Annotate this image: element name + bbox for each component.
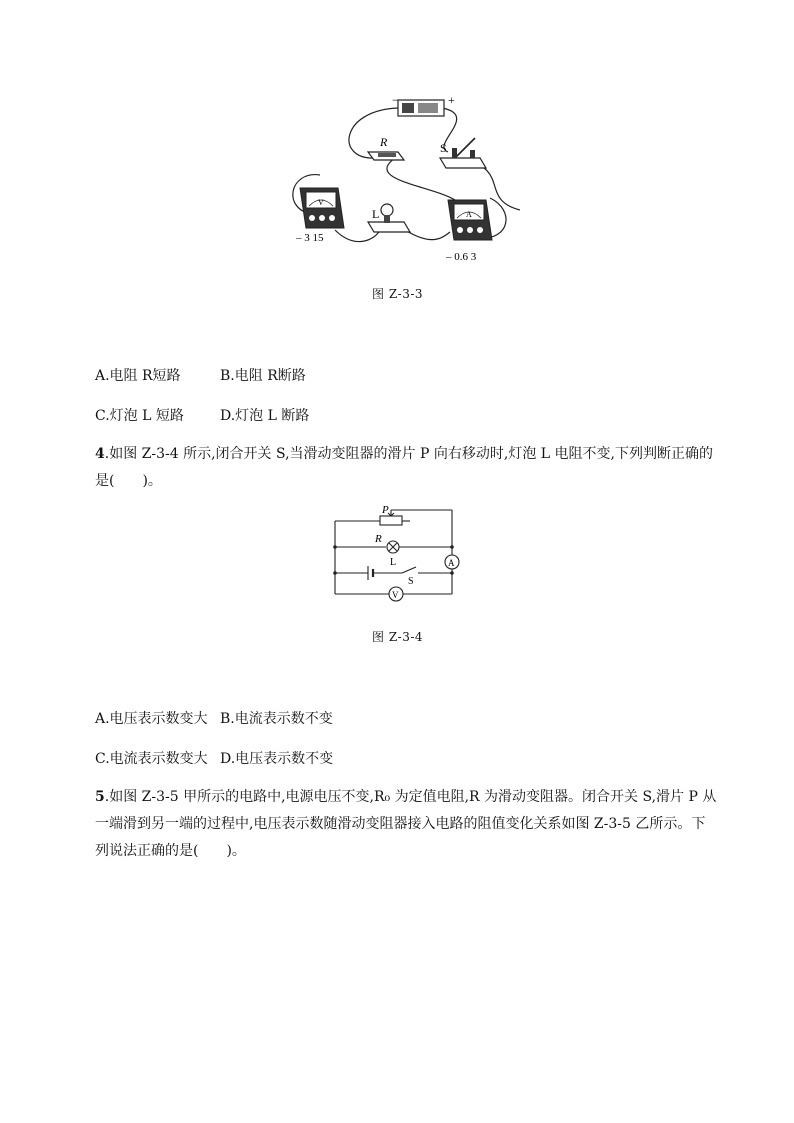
q3-option-d[interactable]: D.灯泡 L 断路 bbox=[220, 408, 310, 424]
question-4-text-line2: 是( )。 bbox=[95, 473, 162, 489]
q3-option-c[interactable]: C.灯泡 L 短路 bbox=[95, 408, 184, 424]
question-5 bbox=[95, 784, 720, 865]
lamp-l bbox=[368, 204, 410, 232]
resistor-label: R bbox=[380, 135, 388, 149]
voltmeter-terminals: – 3 15 bbox=[296, 232, 324, 244]
lamp-label: L bbox=[372, 207, 380, 221]
rheostat-label: R bbox=[375, 533, 382, 545]
voltmeter-label: V bbox=[392, 590, 399, 600]
battery-plus-label: + bbox=[448, 93, 455, 107]
q4-option-a[interactable]: A.电压表示数变大 bbox=[95, 711, 208, 727]
figure-z-3-4-circuit bbox=[330, 505, 465, 605]
battery-minus-label: − bbox=[392, 93, 399, 107]
question-4 bbox=[95, 441, 715, 495]
q3-option-a[interactable]: A.电阻 R短路 bbox=[95, 368, 181, 384]
lamp-label: L bbox=[390, 557, 397, 568]
voltmeter bbox=[295, 188, 344, 244]
switch-label: S bbox=[440, 141, 447, 155]
voltmeter-v-label: V bbox=[318, 198, 324, 207]
question-4-number: 4 bbox=[95, 446, 105, 462]
q4-option-d[interactable]: D.电压表示数不变 bbox=[220, 751, 334, 767]
rheostat-slider-label: P bbox=[382, 505, 389, 516]
figure-z-3-3-circuit bbox=[280, 90, 520, 270]
ammeter-terminals: – 0.6 3 bbox=[446, 251, 477, 263]
switch-s bbox=[440, 138, 486, 168]
ammeter-a-label: A bbox=[466, 210, 472, 219]
q4-option-b[interactable]: B.电流表示数不变 bbox=[220, 711, 333, 727]
question-5-text-line3: 列说法正确的是( )。 bbox=[95, 843, 246, 859]
question-5-number: 5 bbox=[95, 789, 105, 805]
ammeter-label: A bbox=[448, 558, 455, 568]
switch-label: S bbox=[408, 576, 414, 587]
q3-option-b[interactable]: B.电阻 R断路 bbox=[220, 368, 306, 384]
battery bbox=[392, 93, 455, 116]
question-4-text-line1: .如图 Z-3-4 所示,闭合开关 S,当滑动变阻器的滑片 P 向右移动时,灯泡 L 电阻不变,下列判断正确的 bbox=[104, 446, 713, 462]
ammeter bbox=[445, 200, 492, 263]
question-5-text-line2: 一端滑到另一端的过程中,电压表示数随滑动变阻器接入电路的阻值变化关系如图 Z-3-5 乙所示。下 bbox=[95, 816, 706, 832]
resistor-r bbox=[368, 135, 404, 160]
figure-z-3-3-caption: 图 Z-3-3 bbox=[372, 287, 424, 301]
figure-z-3-4-caption: 图 Z-3-4 bbox=[372, 630, 424, 644]
q4-option-c[interactable]: C.电流表示数变大 bbox=[95, 751, 208, 767]
question-5-text-line1: .如图 Z-3-5 甲所示的电路中,电源电压不变,R₀ 为定值电阻,R 为滑动变阻器。闭合开关 S,滑片 P 从 bbox=[104, 789, 717, 805]
